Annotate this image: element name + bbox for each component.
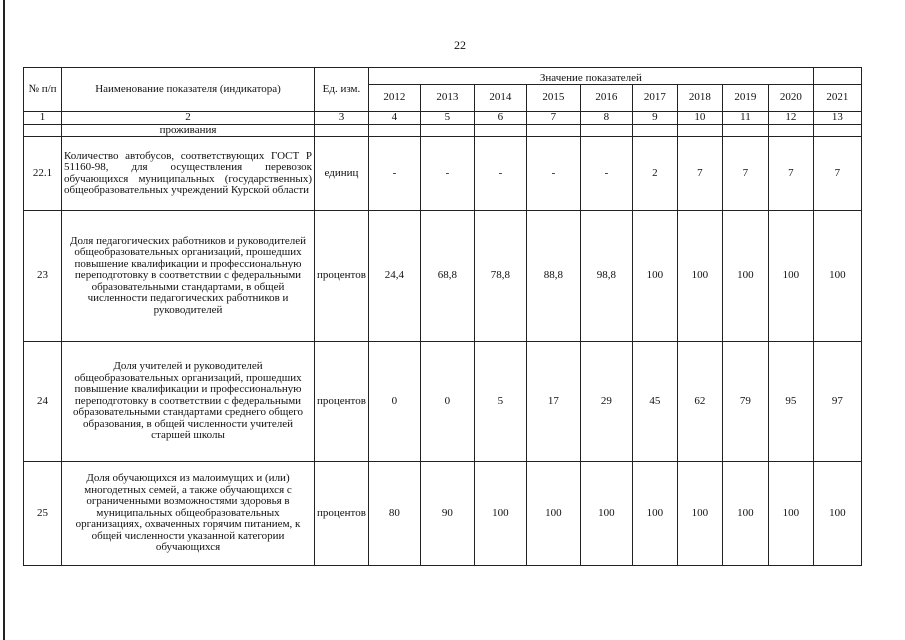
value-cell-2013: - — [420, 137, 474, 211]
column-number-13: 13 — [813, 112, 861, 125]
year-header-2020: 2020 — [768, 85, 813, 112]
value-cell-2015 — [526, 124, 580, 137]
value-cell-2014: - — [474, 137, 526, 211]
value-cell-2017: 100 — [632, 211, 677, 342]
table-row — [24, 342, 862, 462]
column-number-1: 1 — [24, 112, 62, 125]
value-cell-2014: 5 — [474, 342, 526, 462]
year-header-2015: 2015 — [526, 85, 580, 112]
value-cell-2016: - — [580, 137, 632, 211]
value-cell-2015: - — [526, 137, 580, 211]
unit-cell: процентов — [315, 211, 369, 342]
indicator-name: проживания — [62, 124, 315, 137]
year-header-2017: 2017 — [632, 85, 677, 112]
value-cell-2012: 24,4 — [368, 211, 420, 342]
year-header-2016: 2016 — [580, 85, 632, 112]
value-cell-2016 — [580, 124, 632, 137]
value-cell-2020: 100 — [768, 211, 813, 342]
value-cell-2018: 100 — [677, 211, 722, 342]
value-cell-2018: 100 — [677, 462, 722, 566]
column-numbers-row — [24, 112, 862, 125]
unit-cell: единиц — [315, 137, 369, 211]
page-left-border — [3, 0, 5, 640]
unit-cell: процентов — [315, 342, 369, 462]
indicator-name: Количество автобусов, соответствующих ГОСТ Р 51160-98, для осуществления перевозок обучающихся муниципальных (государственных) общеобразовательных учреждений Курской области — [62, 137, 315, 211]
value-cell-2014: 100 — [474, 462, 526, 566]
unit-cell — [315, 124, 369, 137]
row-number: 24 — [24, 342, 62, 462]
value-cell-2018 — [677, 124, 722, 137]
value-cell-2019: 100 — [722, 462, 768, 566]
indicator-name: Доля учителей и руководителей общеобразовательных организаций, прошедших повышение квалификации и профессиональную переподготовку в соответствии с федеральными образовательными стандартами среднего общего образования, в общей численности учителей старшей школы — [62, 342, 315, 462]
year-header-2013: 2013 — [420, 85, 474, 112]
table-row — [24, 124, 862, 137]
table-row — [24, 462, 862, 566]
row-number: 23 — [24, 211, 62, 342]
column-number-9: 9 — [632, 112, 677, 125]
value-cell-2019: 100 — [722, 211, 768, 342]
value-cell-2015: 100 — [526, 462, 580, 566]
value-cell-2016: 100 — [580, 462, 632, 566]
header-values-title: Значение показателей — [368, 68, 813, 85]
value-cell-2016: 98,8 — [580, 211, 632, 342]
value-cell-2017 — [632, 124, 677, 137]
value-cell-2014: 78,8 — [474, 211, 526, 342]
value-cell-2020: 7 — [768, 137, 813, 211]
column-number-8: 8 — [580, 112, 632, 125]
indicator-name: Доля педагогических работников и руководителей общеобразовательных организаций, прошедших повышение квалификации и профессиональную переподготовку в соответствии с федеральными образовательными стандартами, в общей численности педагогических работников и руководителей — [62, 211, 315, 342]
value-cell-2019: 79 — [722, 342, 768, 462]
year-header-2014: 2014 — [474, 85, 526, 112]
value-cell-2012 — [368, 124, 420, 137]
column-number-3: 3 — [315, 112, 369, 125]
indicator-name: Доля обучающихся из малоимущих и (или) многодетных семей, а также обучающихся с ограниченными возможностями здоровья в муниципальных общеобразовательных организациях, охваченных горячим питанием, к общей численности указанной категории обучающихся — [62, 462, 315, 566]
value-cell-2021: 7 — [813, 137, 861, 211]
value-cell-2021: 100 — [813, 462, 861, 566]
year-header-2021: 2021 — [813, 85, 861, 112]
value-cell-2021: 100 — [813, 211, 861, 342]
value-cell-2014 — [474, 124, 526, 137]
value-cell-2020: 95 — [768, 342, 813, 462]
column-number-12: 12 — [768, 112, 813, 125]
year-header-2012: 2012 — [368, 85, 420, 112]
column-number-6: 6 — [474, 112, 526, 125]
header-name: Наименование показателя (индикатора) — [62, 68, 315, 112]
page-number: 22 — [454, 38, 466, 52]
table-row — [24, 211, 862, 342]
column-number-10: 10 — [677, 112, 722, 125]
value-cell-2020 — [768, 124, 813, 137]
column-number-4: 4 — [368, 112, 420, 125]
value-cell-2018: 7 — [677, 137, 722, 211]
unit-cell: процентов — [315, 462, 369, 566]
row-number: 25 — [24, 462, 62, 566]
value-cell-2013: 0 — [420, 342, 474, 462]
value-cell-2021 — [813, 124, 861, 137]
value-cell-2017: 2 — [632, 137, 677, 211]
value-cell-2019 — [722, 124, 768, 137]
row-number — [24, 124, 62, 137]
value-cell-2013: 68,8 — [420, 211, 474, 342]
year-header-2019: 2019 — [722, 85, 768, 112]
column-number-2: 2 — [62, 112, 315, 125]
value-cell-2016: 29 — [580, 342, 632, 462]
indicators-table — [23, 67, 862, 566]
value-cell-2017: 100 — [632, 462, 677, 566]
value-cell-2018: 62 — [677, 342, 722, 462]
value-cell-2020: 100 — [768, 462, 813, 566]
column-number-7: 7 — [526, 112, 580, 125]
value-cell-2015: 17 — [526, 342, 580, 462]
column-number-11: 11 — [722, 112, 768, 125]
value-cell-2019: 7 — [722, 137, 768, 211]
value-cell-2012: 80 — [368, 462, 420, 566]
year-header-2018: 2018 — [677, 85, 722, 112]
value-cell-2012: 0 — [368, 342, 420, 462]
value-cell-2015: 88,8 — [526, 211, 580, 342]
header-number: № п/п — [24, 68, 62, 112]
value-cell-2013 — [420, 124, 474, 137]
value-cell-2021: 97 — [813, 342, 861, 462]
table-body — [24, 124, 862, 566]
table-row — [24, 137, 862, 211]
column-number-5: 5 — [420, 112, 474, 125]
value-cell-2017: 45 — [632, 342, 677, 462]
header-unit: Ед. изм. — [315, 68, 369, 112]
header-values-blank — [813, 68, 861, 85]
value-cell-2012: - — [368, 137, 420, 211]
row-number: 22.1 — [24, 137, 62, 211]
value-cell-2013: 90 — [420, 462, 474, 566]
